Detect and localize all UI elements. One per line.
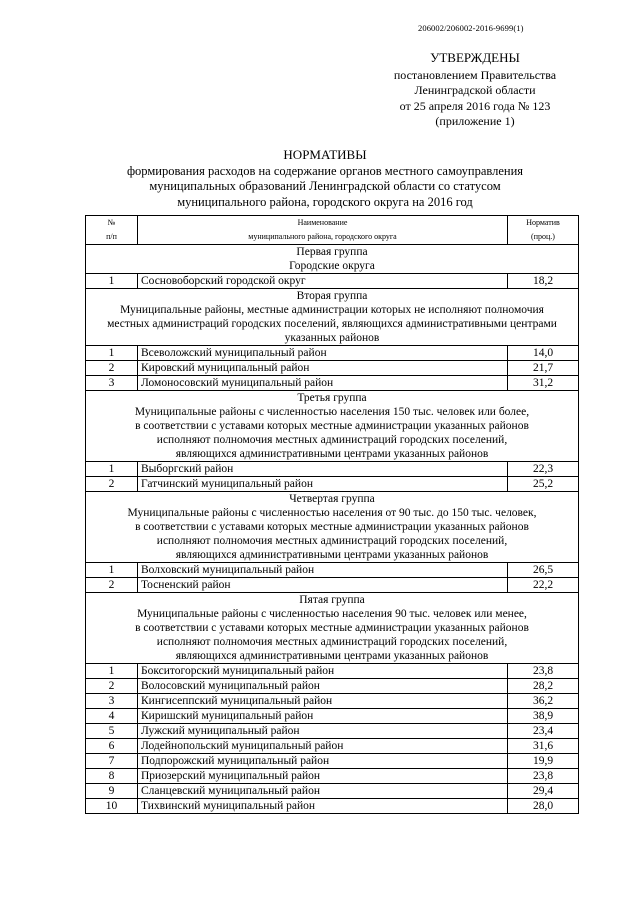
group-header <box>86 245 579 274</box>
group-header-row <box>86 492 579 563</box>
row-name: Гатчинский муниципальный район <box>138 477 508 492</box>
table-row <box>86 578 579 593</box>
row-number: 1 <box>86 346 138 361</box>
row-value: 28,0 <box>508 799 579 814</box>
table-row <box>86 477 579 492</box>
group-header <box>86 593 579 664</box>
approval-stamp <box>360 50 590 130</box>
group-header-row <box>86 391 579 462</box>
row-number: 3 <box>86 694 138 709</box>
row-value: 31,2 <box>508 376 579 391</box>
approval-heading: УТВЕРЖДЕНЫ <box>430 50 520 65</box>
row-value: 21,7 <box>508 361 579 376</box>
approval-line: (приложение 1) <box>435 114 515 128</box>
row-value: 26,5 <box>508 563 579 578</box>
row-name: Приозерский муниципальный район <box>138 769 508 784</box>
row-value: 19,9 <box>508 754 579 769</box>
norms-table <box>85 215 579 814</box>
table-row <box>86 462 579 477</box>
header-name: Наименование муниципального района, городского округа <box>138 216 508 245</box>
row-number: 4 <box>86 709 138 724</box>
row-name: Лужский муниципальный район <box>138 724 508 739</box>
row-value: 14,0 <box>508 346 579 361</box>
row-number: 2 <box>86 578 138 593</box>
group-header-row <box>86 289 579 346</box>
row-number: 2 <box>86 679 138 694</box>
row-name: Ломоносовский муниципальный район <box>138 376 508 391</box>
row-value: 31,6 <box>508 739 579 754</box>
title-line: муниципальных образований Ленинградской области со статусом <box>149 179 501 193</box>
document-title <box>90 147 560 210</box>
group-description-line: исполняют полномочия местных администраций городских поселений, <box>156 434 508 446</box>
group-description-line: в соответствии с уставами которых местные администрации указанных районов <box>135 521 529 533</box>
row-number: 1 <box>86 462 138 477</box>
group-description-line: являющихся административными центрами указанных районов <box>175 448 489 460</box>
group-header <box>86 492 579 563</box>
group-description-line: исполняют полномочия местных администраций городских поселений, <box>156 636 508 648</box>
row-name: Тосненский район <box>138 578 508 593</box>
row-number: 5 <box>86 724 138 739</box>
group-name: Вторая группа <box>296 290 368 302</box>
row-number: 10 <box>86 799 138 814</box>
group-description-line: в соответствии с уставами которых местные администрации указанных районов <box>135 420 529 432</box>
row-number: 8 <box>86 769 138 784</box>
group-description-line: исполняют полномочия местных администраций городских поселений, <box>156 535 508 547</box>
group-header-row <box>86 593 579 664</box>
header-value: Норматив (проц.) <box>508 216 579 245</box>
row-number: 9 <box>86 784 138 799</box>
row-number: 7 <box>86 754 138 769</box>
group-description-line: Муниципальные районы с численностью населения 150 тыс. человек или более, <box>134 406 530 418</box>
row-name: Бокситогорский муниципальный район <box>138 664 508 679</box>
document-id: 206002/206002-2016-9699(1) <box>418 23 524 33</box>
row-number: 2 <box>86 477 138 492</box>
row-name: Волховский муниципальный район <box>138 563 508 578</box>
table-row <box>86 754 579 769</box>
row-name: Киришский муниципальный район <box>138 709 508 724</box>
group-header <box>86 391 579 462</box>
table-row <box>86 376 579 391</box>
approval-line: постановлением Правительства <box>393 67 557 82</box>
row-value: 36,2 <box>508 694 579 709</box>
title-line: формирования расходов на содержание органов местного самоуправления <box>126 163 524 178</box>
row-value: 22,3 <box>508 462 579 477</box>
group-name: Четвертая группа <box>289 493 375 505</box>
table-row <box>86 769 579 784</box>
row-name: Сосновоборский городской округ <box>138 274 508 289</box>
row-name: Кировский муниципальный район <box>138 361 508 376</box>
table-row <box>86 664 579 679</box>
approval-line: Ленинградской области <box>414 83 536 97</box>
title-main: НОРМАТИВЫ <box>283 147 367 162</box>
row-value: 18,2 <box>508 274 579 289</box>
group-header-row <box>86 245 579 274</box>
table-row <box>86 784 579 799</box>
row-number: 2 <box>86 361 138 376</box>
table-row <box>86 739 579 754</box>
table-row <box>86 799 579 814</box>
row-value: 25,2 <box>508 477 579 492</box>
row-number: 3 <box>86 376 138 391</box>
group-description-line: Муниципальные районы с численностью населения 90 тыс. человек или менее, <box>137 608 527 620</box>
group-description-line: указанных районов <box>284 332 380 344</box>
group-description-line: в соответствии с уставами которых местные администрации указанных районов <box>135 622 529 634</box>
table-row <box>86 679 579 694</box>
row-name: Кингисеппский муниципальный район <box>138 694 508 709</box>
row-value: 29,4 <box>508 784 579 799</box>
row-name: Тихвинский муниципальный район <box>138 799 508 814</box>
group-description-line: являющихся административными центрами указанных районов <box>175 549 489 561</box>
row-name: Всеволожский муниципальный район <box>138 346 508 361</box>
row-value: 22,2 <box>508 578 579 593</box>
group-name: Первая группа <box>296 246 368 258</box>
row-number: 1 <box>86 274 138 289</box>
row-name: Сланцевский муниципальный район <box>138 784 508 799</box>
table-row <box>86 361 579 376</box>
row-value: 23,8 <box>508 769 579 784</box>
group-description-line: Городские округа <box>289 260 375 272</box>
row-value: 23,4 <box>508 724 579 739</box>
row-value: 38,9 <box>508 709 579 724</box>
table-row <box>86 346 579 361</box>
group-description-line: Муниципальные районы, местные администрации которых не исполняют полномочия <box>120 304 544 316</box>
group-description-line: местных администраций городских поселений, являющихся административными центрами <box>107 318 557 330</box>
group-description-line: являющихся административными центрами указанных районов <box>175 650 489 662</box>
table-header-row <box>86 216 579 245</box>
group-name: Третья группа <box>297 392 367 404</box>
table-row <box>86 724 579 739</box>
row-number: 1 <box>86 664 138 679</box>
table-row <box>86 274 579 289</box>
group-header <box>86 289 579 346</box>
row-name: Волосовский муниципальный район <box>138 679 508 694</box>
row-name: Лодейнопольский муниципальный район <box>138 739 508 754</box>
row-value: 23,8 <box>508 664 579 679</box>
row-number: 1 <box>86 563 138 578</box>
row-name: Подпорожский муниципальный район <box>138 754 508 769</box>
table-row <box>86 563 579 578</box>
header-number: № п/п <box>86 216 138 245</box>
title-line: муниципального района, городского округа на 2016 год <box>177 194 473 209</box>
table-row <box>86 694 579 709</box>
row-value: 28,2 <box>508 679 579 694</box>
group-name: Пятая группа <box>299 594 365 606</box>
row-name: Выборгский район <box>138 462 508 477</box>
table-row <box>86 709 579 724</box>
approval-line: от 25 апреля 2016 года № 123 <box>399 98 551 113</box>
group-description-line: Муниципальные районы с численностью населения от 90 тыс. до 150 тыс. человек, <box>127 507 537 519</box>
row-number: 6 <box>86 739 138 754</box>
